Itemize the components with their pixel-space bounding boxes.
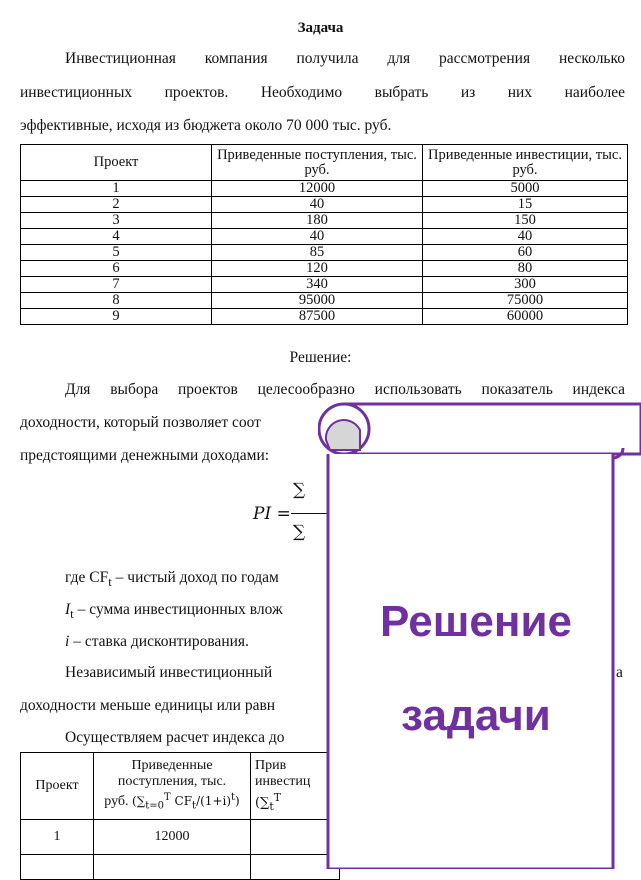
cell-project: 7 <box>21 277 212 293</box>
cell-investment: 5000 <box>423 181 628 197</box>
scroll-title-line-2: задачи <box>401 691 551 740</box>
cell-income: 85 <box>212 245 423 261</box>
t2-header-investment-line-3: ($\sum_t^T$ <box>255 790 281 813</box>
header-investment: Приведенные инвестиции, тыс. руб. <box>423 145 628 181</box>
t2-header-investment-line-2: инвестиц <box>255 773 311 789</box>
cell-project: 6 <box>21 261 212 277</box>
cell-income: 340 <box>212 277 423 293</box>
table-row <box>21 213 628 229</box>
body-p1-line-1: Для выбора проектов целесообразно использовать показатель индекса <box>65 381 625 398</box>
definition-i-sub: t <box>70 606 74 622</box>
table-row <box>21 245 628 261</box>
definition-i-text: – сумма инвестиционных влож <box>73 601 283 618</box>
cell-investment: 75000 <box>423 293 628 309</box>
table-header-row <box>21 753 340 820</box>
definition-cf-text: – чистый доход по годам <box>111 569 279 586</box>
cell-investment: 15 <box>423 197 628 213</box>
t2-header-income-line-1: Приведенные <box>131 757 213 773</box>
cell-project: 8 <box>21 293 212 309</box>
definition-cf <box>65 569 315 590</box>
intro-line-2: инвестиционных проектов. Необходимо выбрать из них наиболее <box>20 84 625 101</box>
definition-i-symbol: I <box>65 601 71 618</box>
t2-header-income-line-3: руб. ($\sum_{t=0}^T$ $CF_t/(1+i)^t$) <box>104 791 240 812</box>
t2-header-project: Проект <box>21 753 94 820</box>
cell-project: 2 <box>21 197 212 213</box>
header-project: Проект <box>21 145 212 181</box>
cell-income: 120 <box>212 261 423 277</box>
scroll-title-line-1: Решение <box>380 597 572 646</box>
cell-investment: 300 <box>423 277 628 293</box>
definition-cf-symbol: где CF <box>65 569 109 586</box>
cell-project: 1 <box>21 181 212 197</box>
profitability-table <box>20 752 340 880</box>
cell-investment: 150 <box>423 213 628 229</box>
body-p2-line-1-end: а <box>616 664 623 681</box>
cell-income: 180 <box>212 213 423 229</box>
cell-investment: 60000 <box>423 309 628 325</box>
t2-cell-empty <box>94 855 251 880</box>
page-title: Задача <box>297 20 344 36</box>
body-p2-line-2: доходности меньше единицы или равн <box>20 697 276 714</box>
body-p3-line-1: Осуществляем расчет индекса до <box>65 729 285 746</box>
table-row <box>21 261 628 277</box>
solution-label: Решение: <box>289 349 352 366</box>
t2-cell-empty <box>21 855 94 880</box>
table-row <box>21 293 628 309</box>
body-p1-line-3: предстоящими денежными доходами: <box>20 447 270 464</box>
cell-project: 9 <box>21 309 212 325</box>
cell-project: 5 <box>21 245 212 261</box>
intro-line-1: Инвестиционная компания получила для рассмотрения несколько <box>65 50 625 67</box>
t2-header-income-line-2: поступления, тыс. <box>117 773 227 789</box>
t2-header-income <box>94 753 251 820</box>
cell-income: 87500 <box>212 309 423 325</box>
solution-scroll-banner[interactable] <box>318 400 641 869</box>
cell-investment: 60 <box>423 245 628 261</box>
t2-cell-income: 12000 <box>94 820 251 855</box>
cell-investment: 40 <box>423 229 628 245</box>
body-p2-line-1: Независимый инвестиционный <box>65 664 273 681</box>
body-p1-line-2: доходности, который позволяет соот <box>20 414 261 431</box>
cell-income: 40 <box>212 197 423 213</box>
table-header-row <box>21 145 628 181</box>
projects-table <box>20 144 628 325</box>
table-row <box>21 229 628 245</box>
definition-cf-sub: t <box>108 574 112 590</box>
definition-i <box>65 601 315 622</box>
table-row <box>21 197 628 213</box>
cell-project: 4 <box>21 229 212 245</box>
table-row <box>21 820 340 855</box>
cell-investment: 80 <box>423 261 628 277</box>
table-row <box>21 855 340 880</box>
formula-pi: PI = <box>253 504 291 524</box>
definition-rate-text: – ставка дисконтирования. <box>69 633 249 650</box>
t2-header-income-unit: руб. <box>104 793 129 809</box>
definition-rate <box>65 633 315 651</box>
cell-income: 12000 <box>212 181 423 197</box>
formula-denominator: ∑ <box>293 522 306 542</box>
formula-numerator: ∑ <box>293 480 306 500</box>
cell-income: 40 <box>212 229 423 245</box>
intro-line-3: эффективные, исходя из бюджета около 70 000 тыс. руб. <box>20 117 392 134</box>
cell-income: 95000 <box>212 293 423 309</box>
cell-project: 3 <box>21 213 212 229</box>
table-row <box>21 309 628 325</box>
t2-cell-project: 1 <box>21 820 94 855</box>
table-row <box>21 181 628 197</box>
table-row <box>21 277 628 293</box>
definition-rate-symbol: i <box>65 633 70 650</box>
header-income: Приведенные поступления, тыс. руб. <box>212 145 423 181</box>
t2-header-investment-line-1: Прив <box>255 757 287 773</box>
